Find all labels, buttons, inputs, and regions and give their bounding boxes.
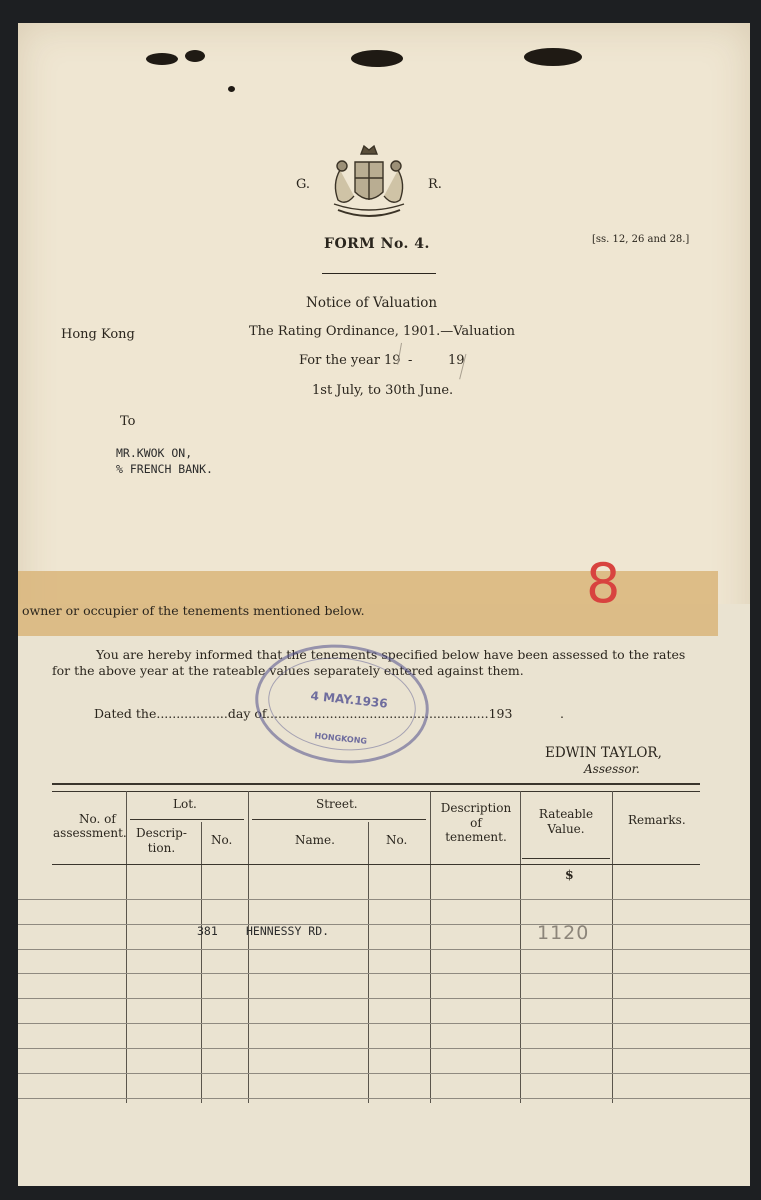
- header-no-of-assessment: [53, 812, 127, 840]
- row-rateable-value: 1120: [537, 922, 590, 944]
- header-street: Street.: [316, 797, 358, 811]
- ledger-line: [18, 924, 750, 925]
- ledger-line: [18, 1023, 750, 1024]
- currency-symbol: $: [565, 867, 574, 882]
- header-street-no: No.: [386, 833, 408, 847]
- table-top-rule: [52, 783, 700, 785]
- assessor-title: Assessor.: [584, 762, 640, 776]
- ink-stain: [228, 86, 235, 92]
- notice-body-line-2: for the above year at the rateable values separately entered against them.: [52, 663, 524, 678]
- to-label: To: [120, 414, 136, 429]
- ledger-line: [18, 1098, 750, 1099]
- ledger-line: [18, 998, 750, 999]
- section-reference: [ss. 12, 26 and 28.]: [592, 234, 690, 245]
- crest-letter-g: G.: [296, 177, 311, 192]
- ledger-line: [18, 949, 750, 950]
- stamp-date: 4 MAY.1936: [309, 688, 389, 711]
- table-column-divider: [612, 791, 613, 1103]
- rating-period: 1st July, to 30th June.: [312, 383, 454, 398]
- ledger-line: [18, 1073, 750, 1074]
- year-suffix: 19: [448, 353, 465, 368]
- addressee-care-of: % FRENCH BANK.: [116, 462, 213, 476]
- table-column-divider: [430, 791, 431, 1103]
- owner-line: owner or occupier of the tenements mentioned below.: [22, 603, 365, 618]
- notice-title: Notice of Valuation: [306, 295, 438, 311]
- year-prefix: For the year 19: [299, 353, 401, 368]
- ink-stain: [351, 50, 403, 67]
- year-dash: -: [408, 353, 413, 368]
- assessor-name: EDWIN TAYLOR,: [545, 745, 662, 761]
- addressee-name: MR.KWOK ON,: [116, 446, 193, 460]
- place-label: Hong Kong: [61, 327, 135, 342]
- row-lot-number: 381: [197, 924, 218, 938]
- dated-line-end: .: [560, 706, 564, 721]
- ordinance-line: The Rating Ordinance, 1901.—Valuation: [249, 324, 516, 339]
- header-bottom-rule: [52, 864, 700, 865]
- form-number: FORM No. 4.: [324, 236, 430, 252]
- table-column-divider: [520, 791, 521, 1103]
- street-header-rule: [252, 819, 426, 820]
- header-street-name: Name.: [295, 833, 335, 847]
- header-no-of-assessment-line-1: No. of: [78, 812, 116, 826]
- ink-stain: [146, 53, 178, 65]
- header-description-line-3: tenement.: [445, 830, 507, 844]
- header-rateable-value-line-1: Rateable: [538, 807, 594, 821]
- ledger-line: [18, 899, 750, 900]
- header-lot-description: [136, 826, 187, 856]
- header-remarks: Remarks.: [628, 813, 686, 827]
- ledger-line: [18, 1048, 750, 1049]
- header-rateable-value-line-2: Value.: [547, 821, 585, 836]
- header-description-line-1: Description: [440, 801, 512, 815]
- header-rateable-value: [530, 807, 602, 836]
- ledger-line: [18, 973, 750, 974]
- header-lot-no: No.: [211, 833, 233, 847]
- notice-body-line-1: You are hereby informed that the tenements specified below have been assessed to the rates: [96, 647, 686, 662]
- handwritten-note: 8: [586, 552, 621, 615]
- crest-letter-r: R.: [428, 177, 442, 192]
- dated-line: Dated the..................day of........................................................193: [94, 706, 513, 721]
- header-description-line-2: of: [470, 815, 482, 830]
- header-lot-description-line-2: tion.: [147, 841, 176, 855]
- ink-stain: [185, 50, 205, 62]
- value-header-rule: [522, 858, 610, 859]
- header-no-of-assessment-line-2: assessment.: [53, 826, 127, 840]
- stamp-place: HONGKONG: [314, 731, 368, 746]
- title-rule: [322, 273, 436, 274]
- table-column-divider: [248, 791, 249, 1103]
- table-top-rule-thin: [52, 791, 700, 792]
- lot-header-rule: [130, 819, 244, 820]
- header-lot: Lot.: [173, 797, 197, 811]
- ink-stain: [524, 48, 582, 66]
- royal-crest-icon: [328, 140, 410, 228]
- header-description-of-tenement: [440, 801, 512, 845]
- row-street-name: HENNESSY RD.: [246, 924, 330, 938]
- header-lot-description-line-1: Descrip-: [136, 826, 187, 840]
